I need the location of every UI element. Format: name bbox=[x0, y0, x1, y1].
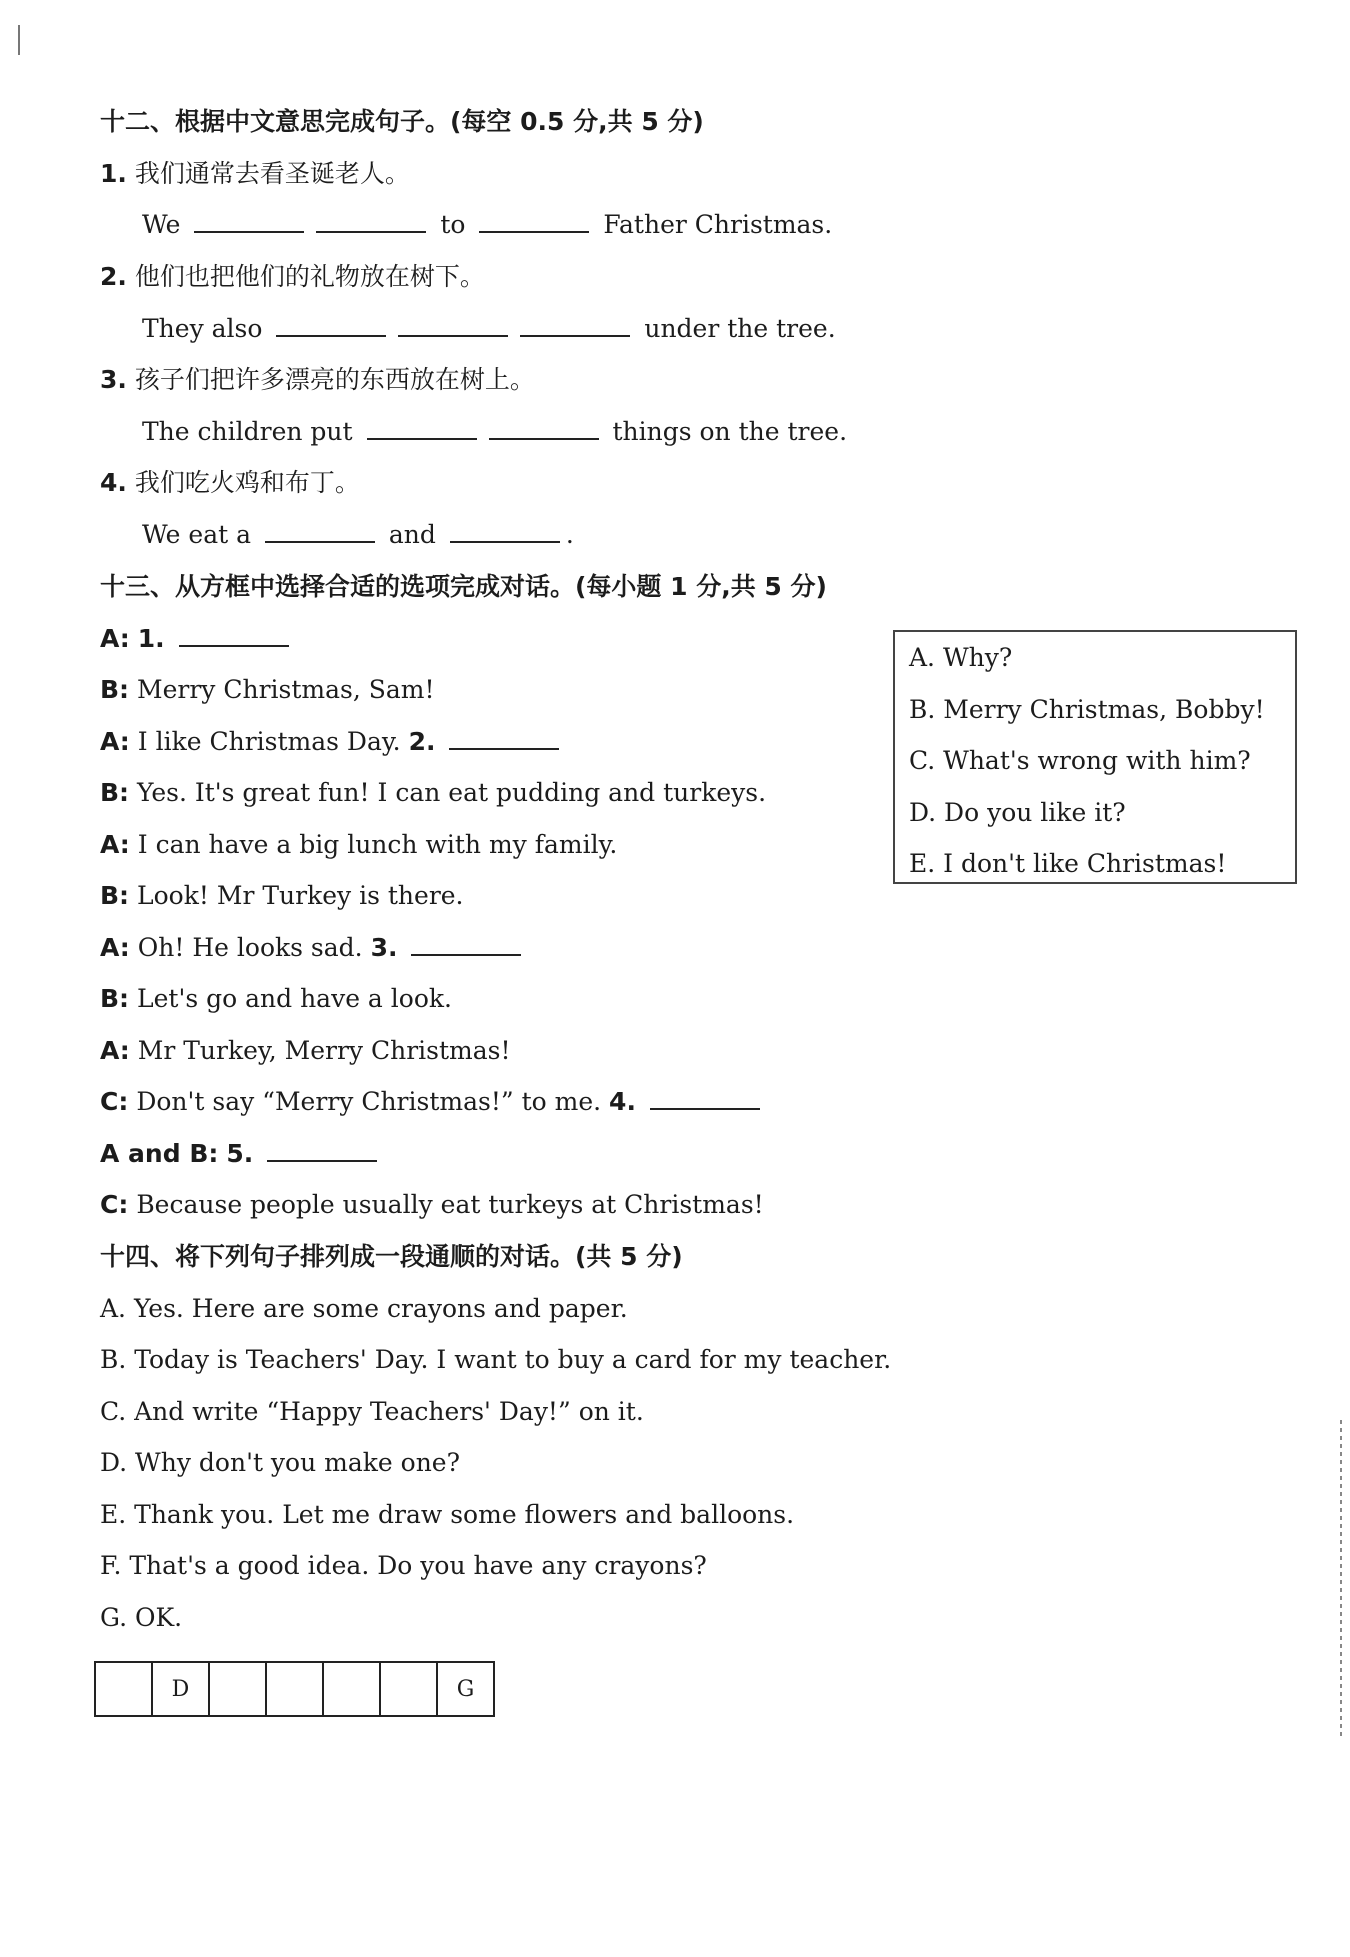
dialogue-line bbox=[100, 777, 766, 809]
dialogue-line bbox=[100, 1035, 511, 1067]
answer-blank[interactable] bbox=[367, 416, 477, 440]
order-cell[interactable] bbox=[266, 1662, 323, 1716]
dialogue-text: Yes. It's great fun! I can eat pudding and turkeys. bbox=[137, 778, 767, 807]
answer-blank[interactable] bbox=[316, 209, 426, 233]
question-number: 4. bbox=[609, 1087, 636, 1116]
order-cell[interactable] bbox=[323, 1662, 380, 1716]
answer-blank[interactable] bbox=[398, 313, 508, 337]
options-box bbox=[893, 630, 1297, 884]
option-d: D. Do you like it? bbox=[909, 798, 1126, 827]
speaker-label: B: bbox=[100, 675, 130, 704]
sentence-text: under the tree. bbox=[644, 314, 836, 343]
chinese-sentence: 我们通常去看圣诞老人。 bbox=[134, 159, 410, 188]
question-12-1-english bbox=[142, 209, 832, 241]
scan-edge-mark bbox=[1340, 1420, 1342, 1740]
order-cell[interactable] bbox=[209, 1662, 266, 1716]
dialogue-text: Mr Turkey, Merry Christmas! bbox=[137, 1036, 511, 1065]
question-number: 4. bbox=[100, 468, 127, 497]
answer-order-table bbox=[94, 1661, 495, 1717]
sentence-text: We eat a bbox=[142, 520, 251, 549]
dialogue-line bbox=[100, 623, 295, 655]
dialogue-line bbox=[100, 1086, 766, 1118]
dialogue-line bbox=[100, 674, 435, 706]
sentence-text: They also bbox=[142, 314, 263, 343]
answer-blank[interactable] bbox=[450, 519, 560, 543]
dialogue-text: I like Christmas Day. bbox=[137, 727, 401, 756]
sentence-a: A. Yes. Here are some crayons and paper. bbox=[100, 1294, 628, 1323]
answer-blank[interactable] bbox=[194, 209, 304, 233]
question-12-4-chinese bbox=[100, 467, 360, 499]
answer-blank[interactable] bbox=[650, 1086, 760, 1110]
speaker-label: A: bbox=[100, 727, 130, 756]
sentence-f: F. That's a good idea. Do you have any crayons? bbox=[100, 1551, 707, 1580]
speaker-label: A: bbox=[100, 1036, 130, 1065]
chinese-sentence: 孩子们把许多漂亮的东西放在树上。 bbox=[134, 365, 535, 394]
answer-blank[interactable] bbox=[449, 726, 559, 750]
sentence-g: G. OK. bbox=[100, 1603, 183, 1632]
dialogue-text: Let's go and have a look. bbox=[137, 984, 452, 1013]
option-c: C. What's wrong with him? bbox=[909, 746, 1251, 775]
option-b: B. Merry Christmas, Bobby! bbox=[909, 695, 1265, 724]
answer-blank[interactable] bbox=[276, 313, 386, 337]
dialogue-line bbox=[100, 1189, 764, 1221]
option-a: A. Why? bbox=[909, 643, 1013, 672]
question-12-2-chinese bbox=[100, 261, 485, 293]
answer-blank[interactable] bbox=[265, 519, 375, 543]
speaker-label: A: bbox=[100, 933, 130, 962]
dialogue-text: Oh! He looks sad. bbox=[137, 933, 363, 962]
speaker-label: A: bbox=[100, 830, 130, 859]
speaker-label: A and B: bbox=[100, 1139, 219, 1168]
answer-blank[interactable] bbox=[267, 1138, 377, 1162]
sentence-text: . bbox=[565, 520, 574, 549]
question-12-1-chinese bbox=[100, 158, 410, 190]
dialogue-text: Don't say “Merry Christmas!” to me. bbox=[136, 1087, 602, 1116]
sentence-b: B. Today is Teachers' Day. I want to buy a card for my teacher. bbox=[100, 1345, 892, 1374]
chinese-sentence: 我们吃火鸡和布丁。 bbox=[134, 468, 360, 497]
sentence-text: and bbox=[388, 520, 436, 549]
order-cell: D bbox=[152, 1662, 209, 1716]
answer-blank[interactable] bbox=[411, 932, 521, 956]
question-12-3-english bbox=[142, 416, 847, 448]
dialogue-line bbox=[100, 880, 464, 912]
speaker-label: B: bbox=[100, 778, 130, 807]
question-number: 2. bbox=[100, 262, 127, 291]
sentence-text: We bbox=[142, 210, 181, 239]
sentence-text: The children put bbox=[142, 417, 353, 446]
speaker-label: A: bbox=[100, 624, 130, 653]
dialogue-line bbox=[100, 726, 565, 758]
option-e: E. I don't like Christmas! bbox=[909, 849, 1227, 878]
sentence-e: E. Thank you. Let me draw some flowers and balloons. bbox=[100, 1500, 795, 1529]
section-12-heading: 十二、根据中文意思完成句子。(每空 0.5 分,共 5 分) bbox=[100, 107, 704, 136]
speaker-label: B: bbox=[100, 881, 130, 910]
sentence-text: Father Christmas. bbox=[603, 210, 833, 239]
question-number: 5. bbox=[226, 1139, 254, 1168]
answer-blank[interactable] bbox=[479, 209, 589, 233]
order-cell[interactable] bbox=[95, 1662, 152, 1716]
dialogue-text: Look! Mr Turkey is there. bbox=[137, 881, 464, 910]
dialogue-text: Merry Christmas, Sam! bbox=[137, 675, 435, 704]
question-number: 3. bbox=[370, 933, 398, 962]
sentence-d: D. Why don't you make one? bbox=[100, 1448, 461, 1477]
speaker-label: C: bbox=[100, 1190, 129, 1219]
answer-blank[interactable] bbox=[520, 313, 630, 337]
question-number: 3. bbox=[100, 365, 127, 394]
question-number: 1. bbox=[137, 624, 165, 653]
sentence-c: C. And write “Happy Teachers' Day!” on it. bbox=[100, 1397, 644, 1426]
section-14-heading: 十四、将下列句子排列成一段通顺的对话。(共 5 分) bbox=[100, 1242, 683, 1271]
sentence-text: to bbox=[440, 210, 466, 239]
scan-edge-mark bbox=[18, 25, 20, 55]
answer-blank[interactable] bbox=[489, 416, 599, 440]
dialogue-line bbox=[100, 932, 527, 964]
question-number: 2. bbox=[408, 727, 436, 756]
order-cell[interactable] bbox=[380, 1662, 437, 1716]
dialogue-line bbox=[100, 1138, 383, 1170]
order-cell: G bbox=[437, 1662, 494, 1716]
question-12-4-english bbox=[142, 519, 574, 551]
question-number: 1. bbox=[100, 159, 127, 188]
chinese-sentence: 他们也把他们的礼物放在树下。 bbox=[134, 262, 485, 291]
dialogue-line bbox=[100, 829, 617, 861]
question-12-2-english bbox=[142, 313, 836, 345]
dialogue-text: I can have a big lunch with my family. bbox=[137, 830, 618, 859]
question-12-3-chinese bbox=[100, 364, 535, 396]
section-13-heading: 十三、从方框中选择合适的选项完成对话。(每小题 1 分,共 5 分) bbox=[100, 572, 827, 601]
speaker-label: C: bbox=[100, 1087, 129, 1116]
speaker-label: B: bbox=[100, 984, 130, 1013]
dialogue-text: Because people usually eat turkeys at Christmas! bbox=[136, 1190, 764, 1219]
sentence-text: things on the tree. bbox=[612, 417, 848, 446]
dialogue-line bbox=[100, 983, 452, 1015]
answer-blank[interactable] bbox=[179, 623, 289, 647]
